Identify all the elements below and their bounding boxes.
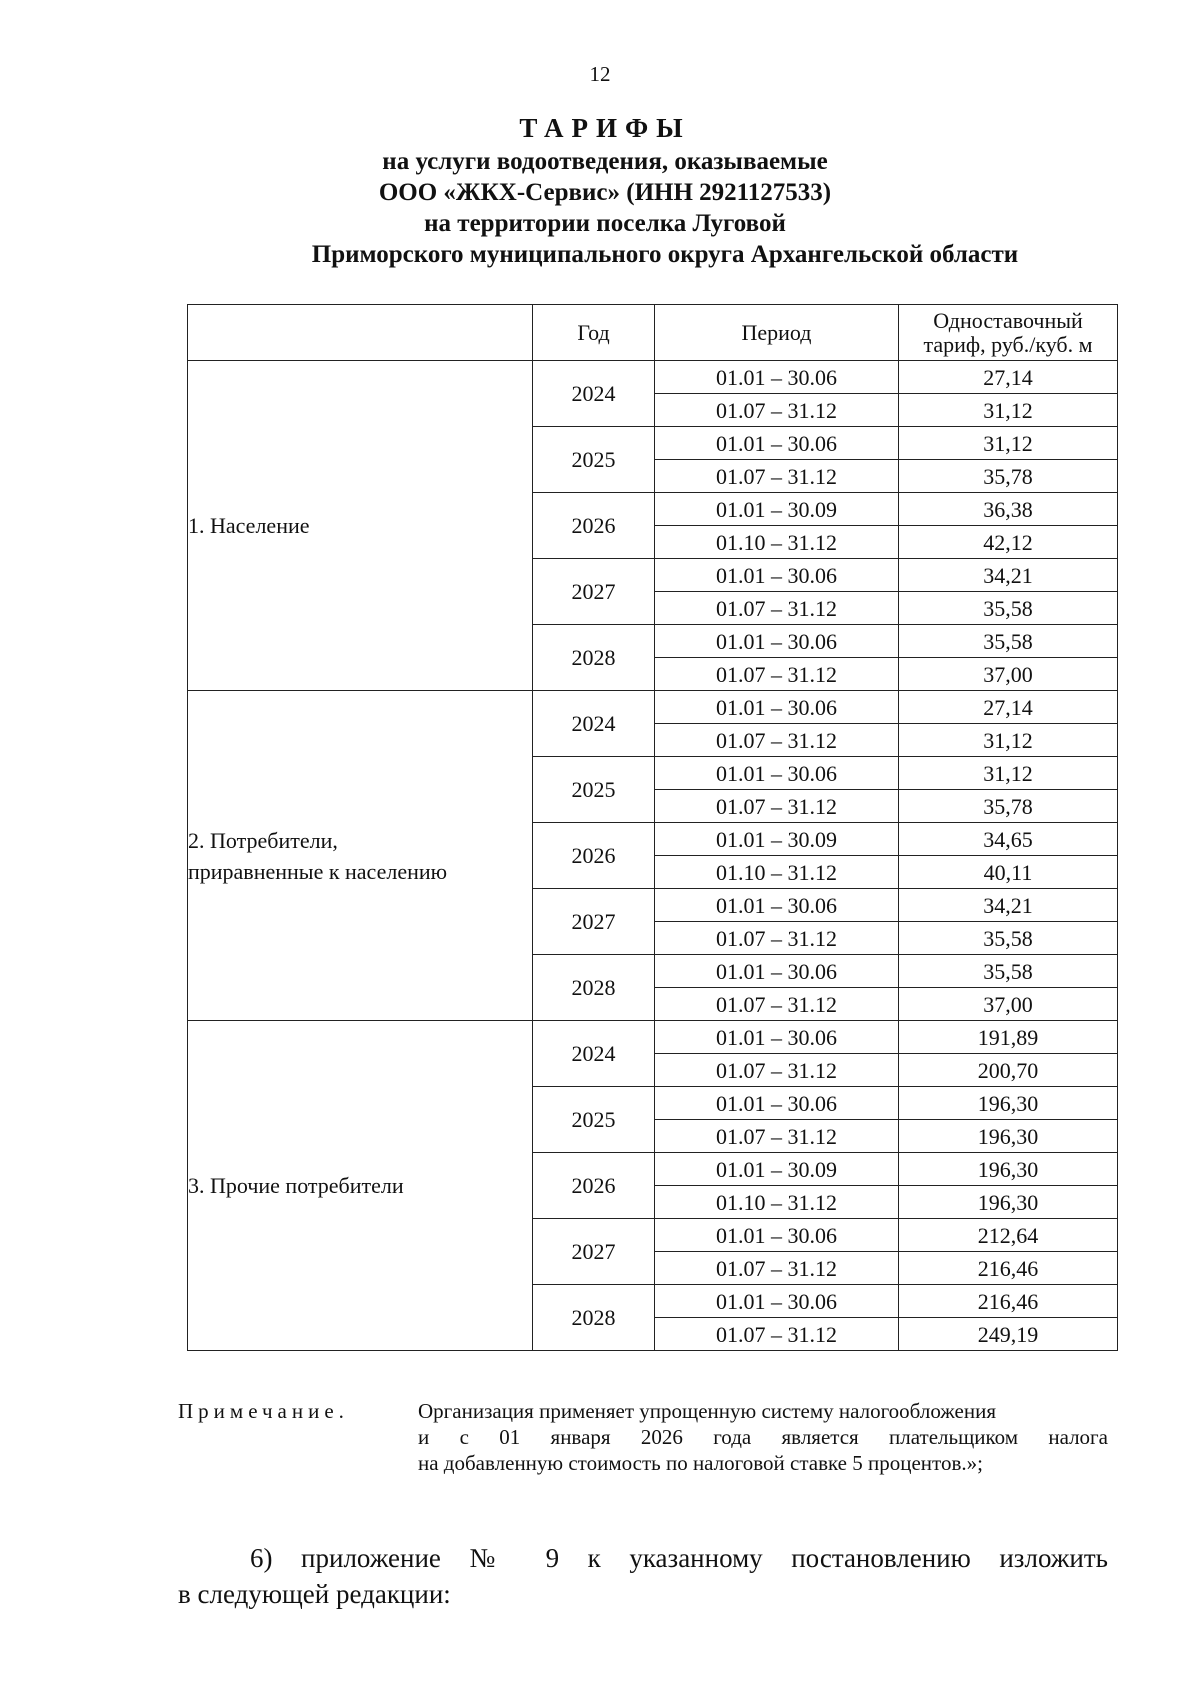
year-cell: 2027	[533, 889, 655, 955]
year-cell: 2027	[533, 1219, 655, 1285]
period-cell: 01.01 – 30.06	[655, 361, 899, 394]
title-line-2: ООО «ЖКХ-Сервис» (ИНН 2921127533)	[378, 179, 832, 206]
period-cell: 01.01 – 30.06	[655, 1021, 899, 1054]
period-cell: 01.10 – 31.12	[655, 856, 899, 889]
amendment-line-2: в следующей редакции:	[178, 1579, 451, 1609]
tariff-cell: 35,58	[899, 592, 1118, 625]
note-text	[418, 1398, 1108, 1476]
tariff-cell: 31,12	[899, 427, 1118, 460]
tariff-cell: 196,30	[899, 1120, 1118, 1153]
year-cell: 2027	[533, 559, 655, 625]
header-year: Год	[533, 305, 655, 361]
period-cell: 01.01 – 30.09	[655, 823, 899, 856]
tariff-cell: 34,65	[899, 823, 1118, 856]
period-cell: 01.01 – 30.06	[655, 427, 899, 460]
document-title	[0, 110, 1200, 270]
tariff-cell: 249,19	[899, 1318, 1118, 1351]
period-cell: 01.07 – 31.12	[655, 1318, 899, 1351]
category-cell	[188, 1021, 533, 1351]
year-cell: 2028	[533, 1285, 655, 1351]
note-line-3: на добавленную стоимость по налоговой ставке 5 процентов.»;	[418, 1451, 983, 1475]
period-cell: 01.01 – 30.06	[655, 889, 899, 922]
tariff-cell: 196,30	[899, 1153, 1118, 1186]
year-cell: 2024	[533, 361, 655, 427]
category-line-2: приравненные к населению	[188, 858, 448, 884]
tariff-cell: 35,78	[899, 790, 1118, 823]
year-cell: 2025	[533, 427, 655, 493]
period-cell: 01.07 – 31.12	[655, 1054, 899, 1087]
tariff-cell: 31,12	[899, 394, 1118, 427]
tariff-cell: 37,00	[899, 988, 1118, 1021]
period-cell: 01.01 – 30.06	[655, 955, 899, 988]
category-line-1: 3. Прочие потребители	[188, 1173, 404, 1198]
category-line-1: 1. Население	[188, 513, 310, 538]
period-cell: 01.07 – 31.12	[655, 1120, 899, 1153]
tariff-cell: 27,14	[899, 691, 1118, 724]
amendment-line-1: 6) приложение № 9 к указанному постановлению изложить	[250, 1543, 1108, 1573]
period-cell: 01.10 – 31.12	[655, 1186, 899, 1219]
category-cell	[188, 361, 533, 691]
period-cell: 01.07 – 31.12	[655, 922, 899, 955]
tariff-cell: 216,46	[899, 1285, 1118, 1318]
year-cell: 2028	[533, 625, 655, 691]
period-cell: 01.01 – 30.06	[655, 1285, 899, 1318]
period-cell: 01.01 – 30.06	[655, 691, 899, 724]
period-cell: 01.01 – 30.09	[655, 1153, 899, 1186]
year-cell: 2025	[533, 1087, 655, 1153]
tariff-cell: 34,21	[899, 559, 1118, 592]
tariff-cell: 36,38	[899, 493, 1118, 526]
tariff-cell: 200,70	[899, 1054, 1118, 1087]
tariff-cell: 35,58	[899, 955, 1118, 988]
header-category	[188, 305, 533, 361]
year-cell: 2025	[533, 757, 655, 823]
tariff-cell: 31,12	[899, 757, 1118, 790]
tariff-cell: 35,58	[899, 625, 1118, 658]
tariff-cell: 191,89	[899, 1021, 1118, 1054]
year-cell: 2024	[533, 1021, 655, 1087]
tariff-cell: 212,64	[899, 1219, 1118, 1252]
tariff-cell: 31,12	[899, 724, 1118, 757]
title-line-3: на территории поселка Луговой	[424, 210, 786, 237]
header-period: Период	[655, 305, 899, 361]
tariff-cell: 196,30	[899, 1087, 1118, 1120]
category-cell	[188, 691, 533, 1021]
tariff-cell: 216,46	[899, 1252, 1118, 1285]
note-label: Примечание.	[178, 1399, 349, 1423]
period-cell: 01.01 – 30.06	[655, 1087, 899, 1120]
period-cell: 01.01 – 30.09	[655, 493, 899, 526]
page-number: 12	[589, 62, 611, 86]
year-cell: 2028	[533, 955, 655, 1021]
tariff-cell: 40,11	[899, 856, 1118, 889]
period-cell: 01.07 – 31.12	[655, 724, 899, 757]
period-cell: 01.07 – 31.12	[655, 790, 899, 823]
title-line-1: на услуги водоотведения, оказываемые	[382, 148, 828, 175]
table-header-row	[188, 305, 1118, 361]
header-tariff	[899, 305, 1118, 361]
tariff-cell: 35,78	[899, 460, 1118, 493]
title-main: ТАРИФЫ	[519, 113, 691, 143]
table-row	[188, 1021, 1118, 1054]
note-line-2: и с 01 января 2026 года является плательщиком налога	[418, 1425, 1108, 1449]
year-cell: 2026	[533, 493, 655, 559]
tariff-cell: 34,21	[899, 889, 1118, 922]
tariff-cell: 35,58	[899, 922, 1118, 955]
period-cell: 01.07 – 31.12	[655, 1252, 899, 1285]
tariff-table	[187, 304, 1118, 1351]
year-cell: 2024	[533, 691, 655, 757]
header-tariff-line-1: Одноставочный	[933, 307, 1083, 333]
tariff-cell: 42,12	[899, 526, 1118, 559]
amendment-item	[178, 1540, 1108, 1612]
table-row	[188, 691, 1118, 724]
year-cell: 2026	[533, 1153, 655, 1219]
period-cell: 01.01 – 30.06	[655, 757, 899, 790]
period-cell: 01.07 – 31.12	[655, 592, 899, 625]
header-tariff-line-2: тариф, руб./куб. м	[923, 331, 1093, 357]
title-line-4: Приморского муниципального округа Архангельской области	[311, 241, 1019, 268]
period-cell: 01.07 – 31.12	[655, 988, 899, 1021]
tariff-cell: 37,00	[899, 658, 1118, 691]
year-cell: 2026	[533, 823, 655, 889]
note-line-1: Организация применяет упрощенную систему налогообложения	[418, 1399, 996, 1423]
period-cell: 01.07 – 31.12	[655, 460, 899, 493]
period-cell: 01.01 – 30.06	[655, 1219, 899, 1252]
tariff-cell: 27,14	[899, 361, 1118, 394]
tariff-cell: 196,30	[899, 1186, 1118, 1219]
period-cell: 01.10 – 31.12	[655, 526, 899, 559]
period-cell: 01.07 – 31.12	[655, 658, 899, 691]
table-row	[188, 361, 1118, 394]
period-cell: 01.01 – 30.06	[655, 625, 899, 658]
period-cell: 01.07 – 31.12	[655, 394, 899, 427]
category-line-1: 2. Потребители,	[188, 827, 338, 853]
period-cell: 01.01 – 30.06	[655, 559, 899, 592]
